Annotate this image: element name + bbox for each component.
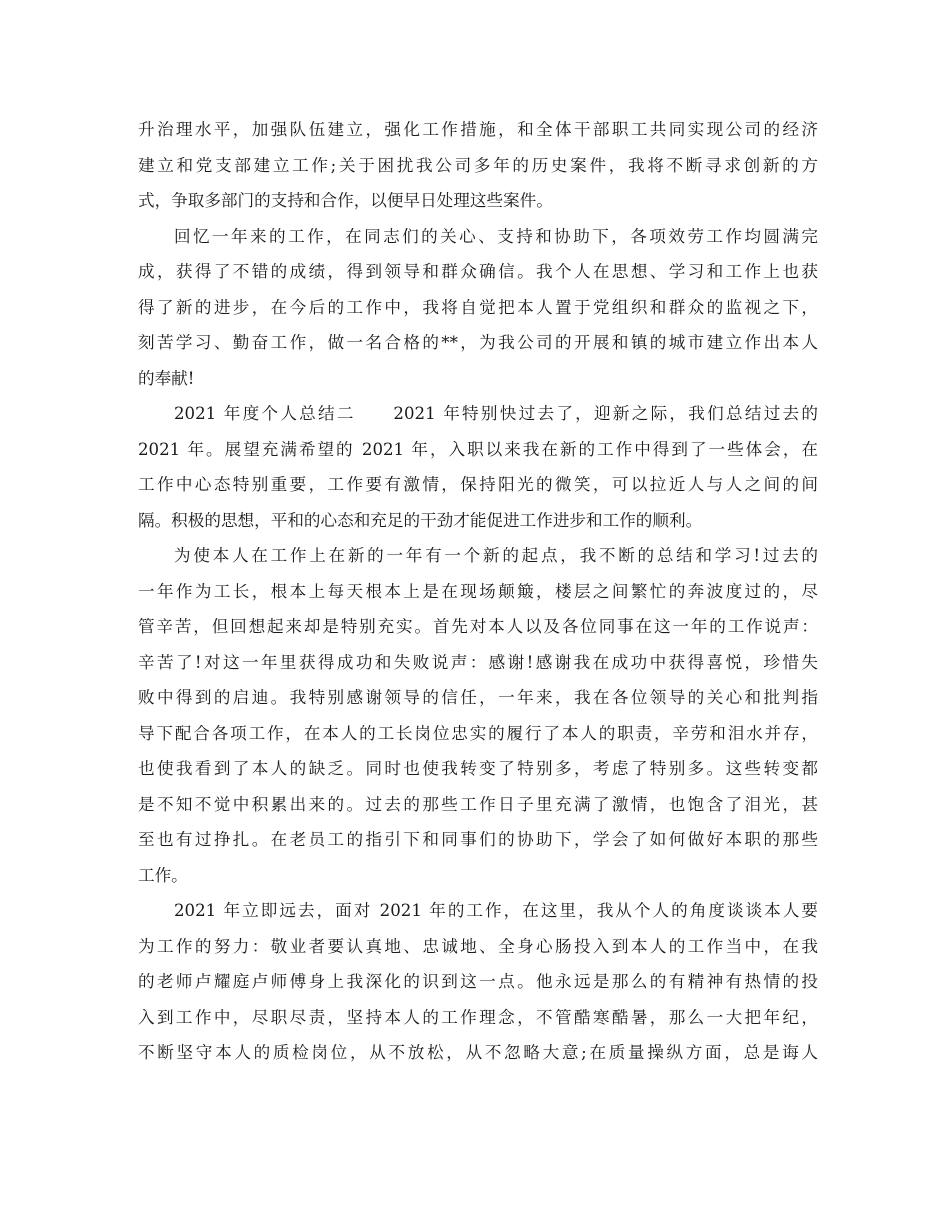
text-line: 导下配合各项工作，在本人的工长岗位忠实的履行了本人的职责，辛劳和泪水并存， bbox=[138, 723, 818, 743]
text-line: 升治理水平，加强队伍建立，强化工作措施，和全体干部职工共同实现公司的经济 bbox=[138, 120, 818, 139]
text-line: 2021 年度个人总结二 2021 年特别快过去了，迎新之际，我们总结过去的 bbox=[174, 404, 818, 423]
text-line: 工作中心态特别重要，工作要有激情，保持阳光的微笑，可以拉近人与人之间的间 bbox=[138, 475, 818, 494]
text-line: 成，获得了不错的成绩，得到领导和群众确信。我个人在思想、学习和工作上也获 bbox=[138, 262, 818, 281]
text-line: 至也有过挣扎。在老员工的指引下和同事们的协助下，学会了如何做好本职的那些 bbox=[138, 830, 818, 849]
text-line: 隔。积极的思想，平和的心态和充足的干劲才能促进工作进步和工作的顺利。 bbox=[138, 510, 703, 530]
text-line: 的奉献! bbox=[138, 368, 195, 388]
text-line: 式，争取多部门的支持和合作，以便早日处理这些案件。 bbox=[138, 191, 553, 210]
text-line: 也使我看到了本人的缺乏。同时也使我转变了特别多，考虑了特别多。这些转变都 bbox=[138, 759, 818, 778]
text-line: 管辛苦，但回想起来却是特别充实。首先对本人以及各位同事在这一年的工作说声： bbox=[138, 617, 818, 636]
text-line: 2021 年立即远去，面对 2021 年的工作，在这里，我从个人的角度谈谈本人要 bbox=[174, 901, 818, 920]
text-line: 是不知不觉中积累出来的。过去的那些工作日子里充满了激情，也饱含了泪光，甚 bbox=[138, 794, 818, 814]
text-line: 得了新的进步，在今后的工作中，我将自觉把本人置于党组织和群众的监视之下， bbox=[138, 297, 818, 317]
text-line: 辛苦了!对这一年里获得成功和失败说声：感谢!感谢我在成功中获得喜悦，珍惜失 bbox=[138, 652, 818, 672]
text-line: 不断坚守本人的质检岗位，从不放松，从不忽略大意;在质量操纵方面，总是诲人 bbox=[138, 1043, 818, 1062]
text-line: 的老师卢耀庭卢师傅身上我深化的识到这一点。他永远是那么的有精神有热情的投 bbox=[138, 972, 818, 991]
text-line: 建立和党支部建立工作;关于困扰我公司多年的历史案件，我将不断寻求创新的方 bbox=[138, 155, 818, 175]
document-body bbox=[138, 112, 818, 1071]
text-line: 刻苦学习、勤奋工作，做一名合格的**，为我公司的开展和镇的城市建立作出本人 bbox=[138, 333, 818, 352]
text-line: 一年作为工长，根本上每天根本上是在现场颠簸，楼层之间繁忙的奔波度过的，尽 bbox=[138, 581, 818, 601]
text-line: 为工作的努力：敬业者要认真地、忠诚地、全身心肠投入到本人的工作当中，在我 bbox=[138, 936, 818, 956]
text-line: 工作。 bbox=[138, 865, 188, 885]
text-line: 回忆一年来的工作，在同志们的关心、支持和协助下，各项效劳工作均圆满完 bbox=[174, 226, 818, 246]
text-line: 败中得到的启迪。我特别感谢领导的信任，一年来，我在各位领导的关心和批判指 bbox=[138, 688, 818, 707]
text-line: 为使本人在工作上在新的一年有一个新的起点，我不断的总结和学习!过去的 bbox=[174, 546, 818, 565]
text-line: 入到工作中，尽职尽责，坚持本人的工作理念，不管酷寒酷暑，那么一大把年纪， bbox=[138, 1007, 818, 1027]
text-line: 2021 年。展望充满希望的 2021 年，入职以来我在新的工作中得到了一些体会，在 bbox=[138, 439, 818, 459]
